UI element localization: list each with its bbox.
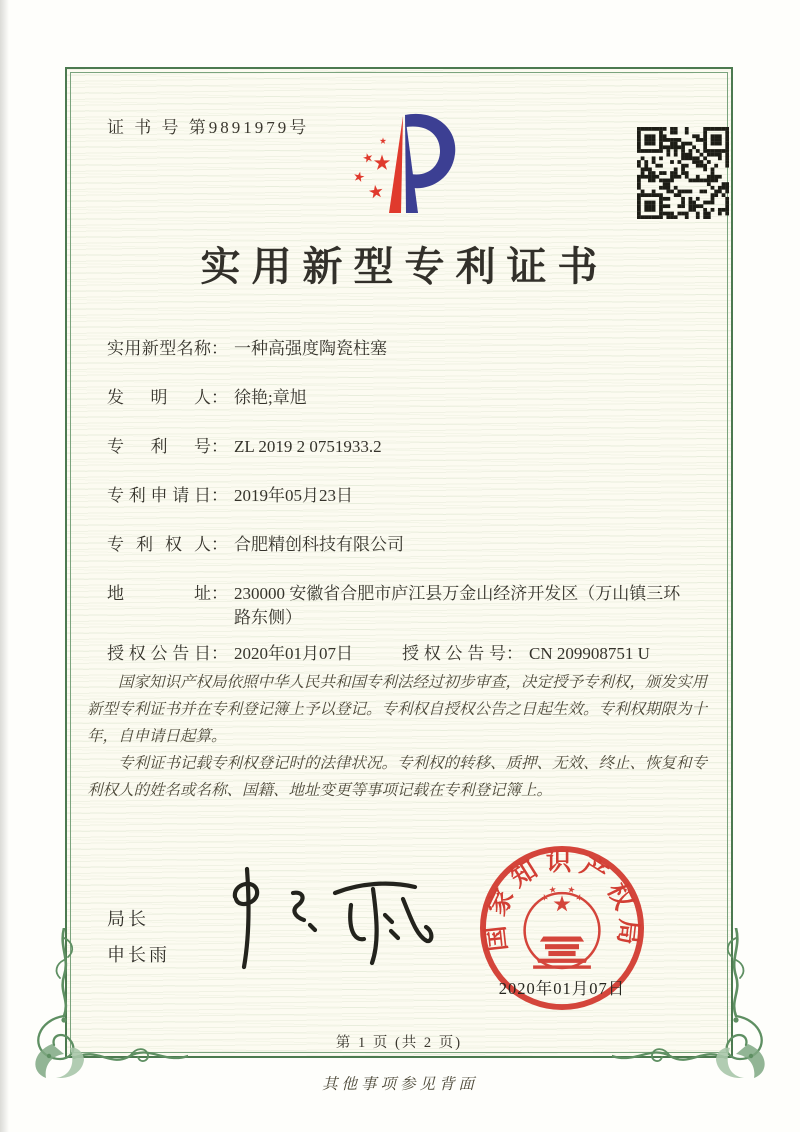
field-label: 实用新型名称 — [107, 339, 211, 358]
field-row-filing-date: 专利申请日 ： 2019年05月23日 — [107, 484, 707, 508]
field-row-patentee: 专利权人 ： 合肥精创科技有限公司 — [107, 533, 707, 557]
field-row-address: 地址 ： 230000 安徽省合肥市庐江县万金山经济开发区（万山镇三环路东侧） — [107, 582, 707, 630]
field-value: 230000 安徽省合肥市庐江县万金山经济开发区（万山镇三环路东侧） — [234, 584, 681, 627]
certificate-frame — [65, 67, 733, 1058]
legal-paragraph-2: 专利证书记载专利权登记时的法律状况。专利权的转移、质押、无效、终止、恢复和专利权人的姓名或名称、国籍、地址变更等事项记载在专利登记簿上。 — [87, 755, 708, 799]
field-label: 专利号 — [107, 437, 211, 456]
legal-paragraph-1: 国家知识产权局依照中华人民共和国专利法经过初步审查，决定授予专利权，颁发实用新型专利证书并在专利登记簿上予以登记。专利权自授权公告之日起生效。专利权期限为十年，自申请日起算。 — [87, 674, 708, 745]
field-label: 地址 — [107, 584, 211, 603]
qr-code — [637, 127, 729, 219]
corner-flourish-icon — [612, 928, 782, 1078]
field-label: 专利申请日 — [107, 486, 211, 505]
field-value: ZL 2019 2 0751933.2 — [234, 437, 382, 456]
field-value: 合肥精创科技有限公司 — [234, 535, 404, 554]
seal-date: 2020年01月07日 — [498, 979, 626, 998]
field-row-invention-name: 实用新型名称 ： 一种高强度陶瓷柱塞 — [107, 337, 707, 361]
field-value: 徐艳;章旭 — [234, 388, 307, 407]
field-label: 授权公告日 — [107, 644, 211, 663]
field-value: 2019年05月23日 — [234, 486, 353, 505]
field-label: 授权公告号 — [402, 644, 506, 663]
certificate-number: 证 书 号 第9891979号 — [107, 118, 310, 137]
certificate-title: 实用新型专利证书 — [200, 244, 609, 289]
director-title: 局长 — [107, 909, 149, 929]
legal-text — [87, 669, 717, 804]
field-label: 专利权人 — [107, 535, 211, 554]
director-signature-icon — [205, 863, 435, 973]
corner-flourish-icon — [18, 928, 188, 1078]
seal-text: 国家知识产权局 — [480, 848, 644, 953]
director-name: 申长雨 — [107, 945, 170, 965]
field-value: 一种高强度陶瓷柱塞 — [234, 339, 387, 358]
cnipa-logo-icon — [334, 101, 464, 221]
field-list — [107, 337, 707, 691]
back-note: 其他事项参见背面 — [321, 1076, 478, 1093]
field-row-inventor: 发明人 ： 徐艳;章旭 — [107, 386, 707, 410]
grant-date-value: 2020年01月07日 — [234, 644, 353, 663]
field-label: 发明人 — [107, 388, 211, 407]
field-row-patent-number: 专利号 ： ZL 2019 2 0751933.2 — [107, 435, 707, 459]
page-indicator: 第 1 页 (共 2 页) — [335, 1035, 463, 1051]
grant-number-value: CN 209908751 U — [529, 644, 650, 663]
field-row-grant: 授权公告日 ： 2020年01月07日 授权公告号 ： CN 209908751 U — [107, 642, 707, 666]
